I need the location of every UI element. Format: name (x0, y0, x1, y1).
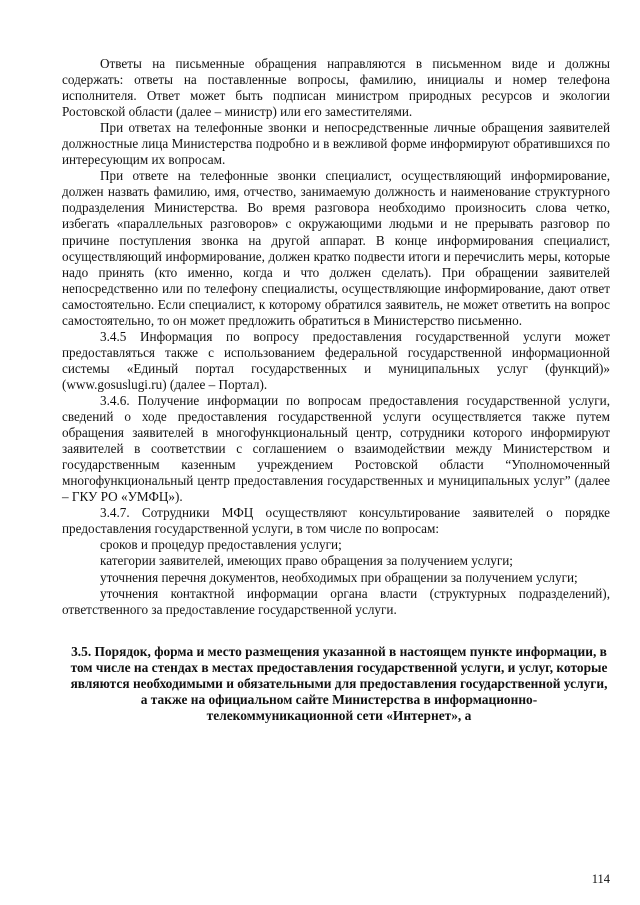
list-item-documents: уточнения перечня документов, необходимых при обращении за получением услуги; (100, 569, 578, 585)
section-heading-3-5: 3.5. Порядок, форма и место размещения указанной в настоящем пункте информации, в том числе на стендах в местах предоставления государственной услуги, и услуг, которые являются необходимыми и обязательными для предоставления государственной услуги, а также на официальном сайте Министерства в информационно-телекоммуникационной сети «Интернет», а (70, 643, 608, 724)
paragraph-3-4-5: 3.4.5 Информация по вопросу предоставления государственной услуги может предоставляться также с использованием федеральной государственной информационной системы «Единый портал государственных и муниципальных услуг (функций)» (www.gosuslugi.ru) (далее – Портал). (62, 328, 610, 392)
paragraph-phone-procedure: При ответе на телефонные звонки специалист, осуществляющий информирование, должен назвать фамилию, имя, отчество, занимаемую должность и наименование структурного подразделения Министерства. Во время разговора необходимо произносить слова четко, избегать «параллельных разговоров» с окружающими людьми и не прерывать разговор по причине поступления звонка на другой аппарат. В конце информирования специалист, осуществляющий информирование, должен кратко подвести итоги и перечислить меры, которые надо принять (кто именно, когда и что должен сделать). При обращении заявителей непосредственно или по телефону специалисты, осуществляющие информирование, дают ответ самостоятельно. Если специалист, к которому обратился заявитель, не может ответить на вопрос самостоятельно, то он может предложить обратиться в Министерство письменно. (62, 168, 610, 328)
list-item-terms: сроков и процедур предоставления услуги; (100, 537, 342, 553)
page-number: 114 (591, 872, 610, 886)
list-item-contacts: уточнения контактной информации органа власти (структурных подразделений), ответственного за предоставление государственной услуги. (62, 585, 610, 617)
paragraph-phone-and-personal: При ответах на телефонные звонки и непосредственные личные обращения заявителей должностные лица Министерства подробно и в вежливой форме информируют обратившихся по интересующим их вопросам. (62, 120, 610, 168)
paragraph-written-replies: Ответы на письменные обращения направляются в письменном виде и должны содержать: ответы на поставленные вопросы, фамилию, инициалы и номер телефона исполнителя. Ответ может быть подписан министром природных ресурсов и экологии Ростовской области (далее – министр) или его заместителями. (62, 56, 610, 120)
list-item-categories: категории заявителей, имеющих право обращения за получением услуги; (100, 553, 513, 569)
body-text (62, 56, 610, 618)
paragraph-3-4-7: 3.4.7. Сотрудники МФЦ осуществляют консультирование заявителей о порядке предоставления государственной услуги, в том числе по вопросам: (62, 505, 610, 537)
paragraph-3-4-6: 3.4.6. Получение информации по вопросам предоставления государственной услуги, сведений о ходе предоставления государственной услуги осуществляется также путем обращения заявителей в многофункциональный центр, сотрудники которого информируют заявителей в соответствии с соглашением о взаимодействии между Министерством и государственным казенным учреждением Ростовской области “Уполномоченный многофункциональный центр предоставления государственных и муниципальных услуг” (далее – ГКУ РО «УМФЦ»). (62, 392, 610, 505)
